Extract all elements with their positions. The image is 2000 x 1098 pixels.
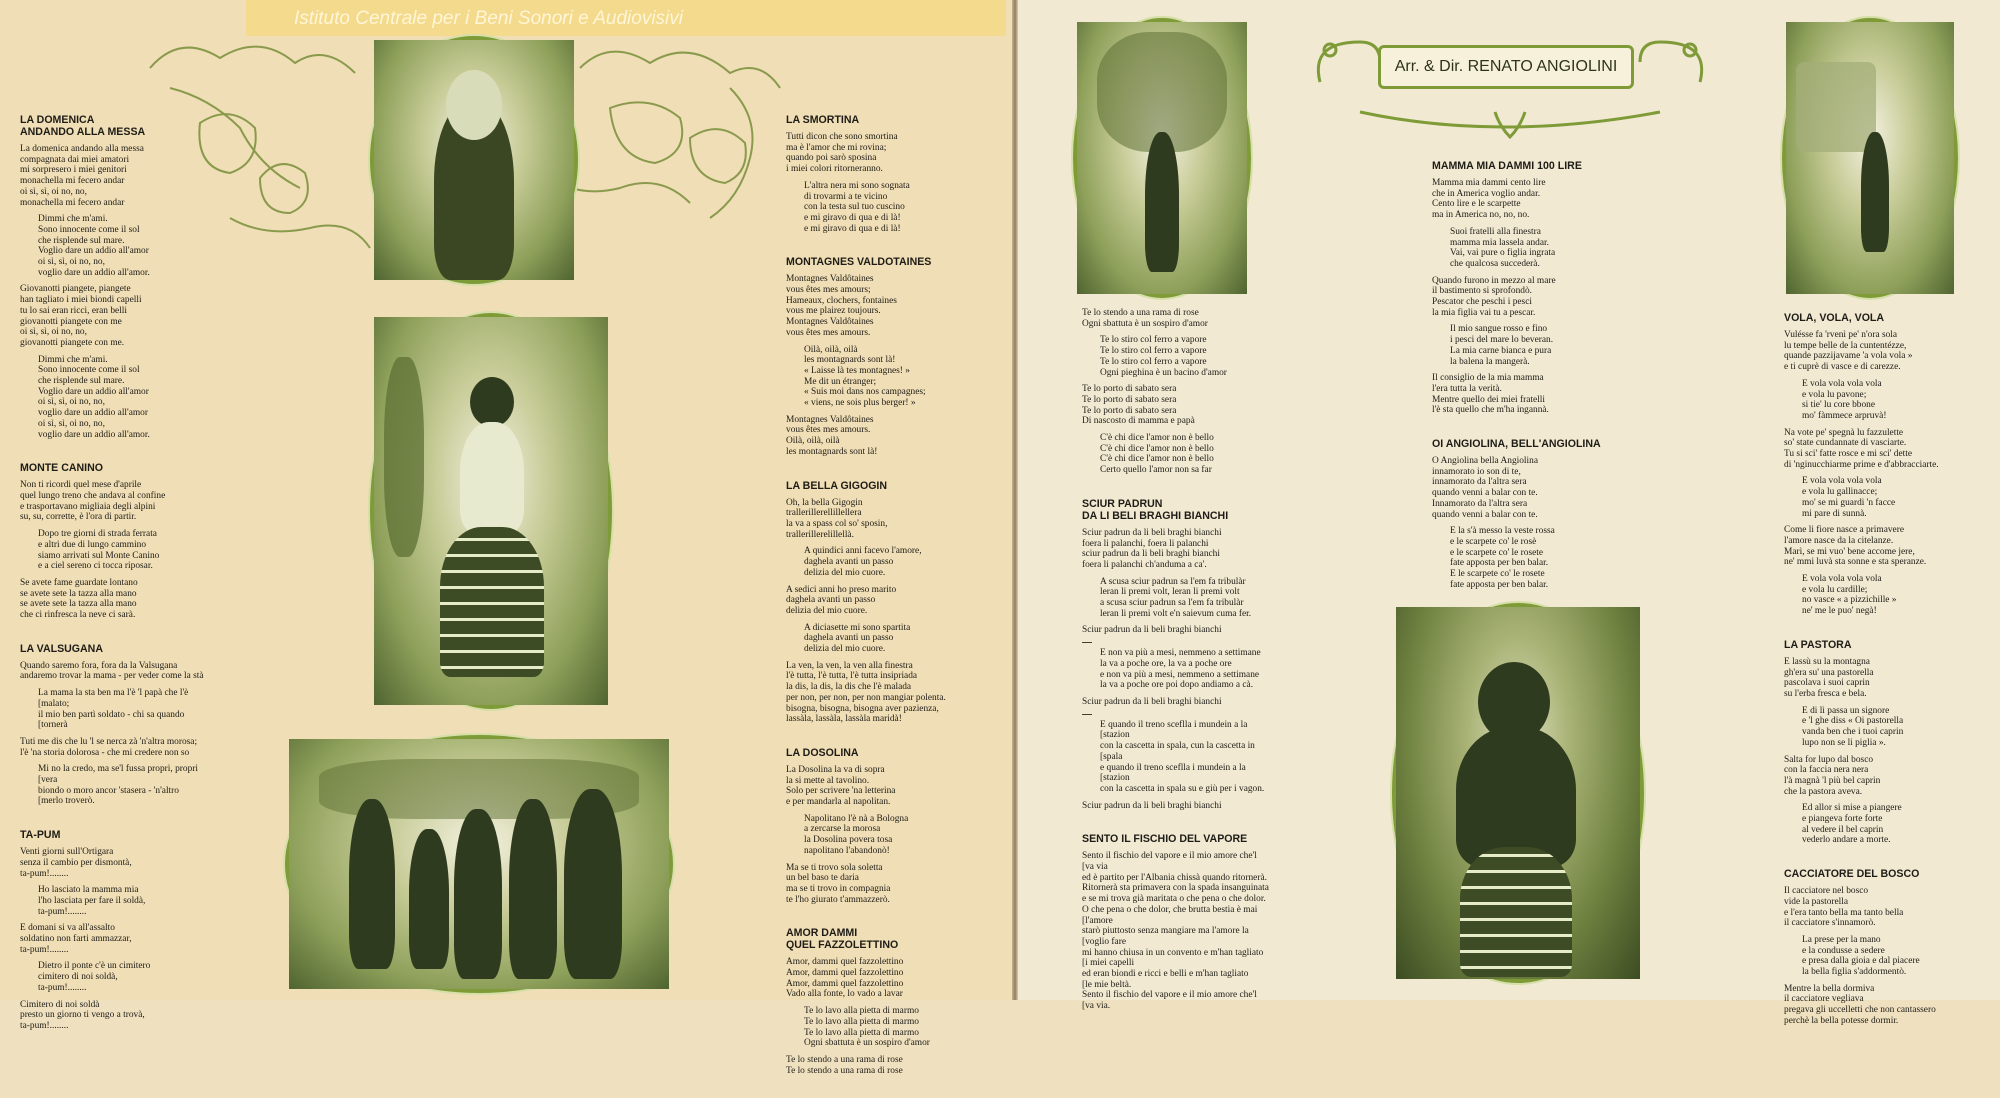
song-title: SCIUR PADRUN DA LI BELI BRAGHI BIANCHI <box>1082 497 1229 522</box>
verse: La domenica andando alla messa compagnata dai miei amatori mi sorpresero i miei genitori monachella mi fecero andar oi sì, sì, oi no, no, monachella mi fecero andar <box>20 144 144 208</box>
oval-photo-group-of-people <box>285 735 673 993</box>
song-ta-pum <box>20 829 320 1032</box>
verse: A diciasette mi sono spartita daghela avanti un passo delizia del mio cuore. <box>804 622 911 655</box>
song-oi-angiolina <box>1432 438 1662 590</box>
verse: Ho lasciato la mamma mia l'ho lasciata per fare il soldà, ta-pum!........ <box>38 885 146 917</box>
verse: E lassù su la montagna gh'era su' una pastorella pascolava i suoi caprin su l'erba fresca e bela. <box>1784 656 1874 699</box>
verse: Suoi fratelli alla finestra mamma mia lassela andar. Vai, vai pure o figlia ingrata che qualcosa succederà. <box>1450 226 1556 269</box>
right-text-column-3 <box>1784 312 1994 1049</box>
verse: Sciur padrun da li beli braghi bianchi foera li palanchi, foera li palanchi sciur padrun da li beli braghi bianchi foera li palanchi ch'anduma a ca'. <box>1082 527 1222 570</box>
verse: C'è chi dice l'amor non è bello C'è chi dice l'amor non è bello C'è chi dice l'amor non è bello Certo quello l'amor non sa far <box>1100 433 1214 476</box>
verse: Non ti ricordi quel mese d'aprile quel lungo treno che andava al confine e trasportavano migliaia degli alpini su, su, corrette, è l'ora di partir. <box>20 480 166 523</box>
verse: A quindici anni facevo l'amore, daghela avanti un passo delizia del mio cuore. <box>804 546 922 578</box>
song-la-valsugana <box>20 643 320 807</box>
song-montagnes-valdotaines <box>786 256 1006 457</box>
right-text-column-1 <box>1082 308 1362 1034</box>
verse: Mi no la credo, ma se'l fussa propri, propri [vera biondo o moro ancor 'stasera - 'n'altro [merlo troverò. <box>38 764 198 807</box>
verse: E vola vola vola vola e vola lu cardille; no vasce « a pizzichille » ne' me le puo' negà! <box>1802 574 1897 617</box>
song-title: SENTO IL FISCHIO DEL VAPORE <box>1082 833 1248 846</box>
song-title: MONTAGNES VALDOTAINES <box>786 256 932 269</box>
verse: Venti giorni sull'Ortigara senza il cambio per dismontà, ta-pum!........ <box>20 847 132 879</box>
verse: Ed allor si mise a piangere e piangeva forte forte al vedere il bel caprin vederlo andare a morte. <box>1802 803 1902 846</box>
song-sento-il-fischio <box>1082 833 1362 1012</box>
verse: E vola vola vola vola e vola lu pavone; si tie' lu core bbone mo' fàmmece arpruvà! <box>1802 378 1887 421</box>
verse: La mama la sta ben ma l'è 'l papà che l'è [malato; il mio ben partì soldato - chi sa quando [tornerà <box>38 688 189 731</box>
verse: Mentre la bella dormiva il cacciatore vegliava pregava gli uccelletti che non cantassero perchè la bella potesse dormir. <box>1784 983 1936 1026</box>
verse: Tuti me dis che lu 'l se nerca zà 'n'altra morosa; l'è 'na storia dolorosa - che mi credere non so <box>20 736 198 758</box>
verse: E non va più a mesi, nemmeno a settimane la va a poche ore, la va a poche ore e non va più a mesi, nemmeno a settimane la va a poche ore poi dopo andiamo a cà. <box>1100 648 1261 691</box>
verse: La ven, la ven, la ven alla finestra l'è tutta, l'è tutta, l'è tutta insipriada la dis, la dis, la dis che l'è malada per non, per non, per non mangiar polenta. bisogna, bisogna, bisogna aver pazienza, lassàla, lassàla, lassàla maridà! <box>786 660 946 725</box>
verse: La Dosolina la va di sopra la si mette al tavolino. Solo per scrivere 'na letterina e per mandarla al napolitan. <box>786 764 896 808</box>
song-title: LA BELLA GIGOGIN <box>786 479 888 492</box>
verse: Giovanotti piangete, piangete han tagliato i miei biondi capelli tu lo sai eran ricci, eran belli giovanotti piangete con me oi sì, sì, oi no, no, giovanotti piangete con me. <box>20 284 142 348</box>
verse: Napolitano l'è nà a Bologna a zercarse la morosa la Dosolina povera tosa napolitano l'abandonò! <box>804 813 909 856</box>
verse: Vulésse fa 'rvenì pe' n'ora sola lu tempe belle de la cuntentézze, quande pazzijavame 'a vola vola » e ti cuprè di vasce e di carezze. <box>1784 330 1913 373</box>
song-la-smortina <box>786 114 1006 234</box>
verse: Il cacciatore nel bosco vide la pastorella e l'era tanto bella ma tanto bella il cacciatore s'innamorò. <box>1784 886 1904 929</box>
song-title: LA PASTORA <box>1784 638 1852 651</box>
refrain: Sciur padrun da li beli braghi bianchi <box>1082 696 1222 707</box>
verse: Ma se ti trovo sola soletta un bel baso te daria ma se ti trovo in compagnia te l'ho giurato t'ammazzerò. <box>786 862 891 905</box>
oval-photo-dancing-woman <box>370 313 612 709</box>
song-title: MAMMA MIA DAMMI 100 LIRE <box>1432 160 1582 172</box>
song-title: LA DOSOLINA <box>786 746 859 759</box>
verse: O Angiolina bella Angiolina innamorato io son di te, innamorato da l'altra sera quando venni a balar con te. Innamorato da l'altra sera quando venni a balar con te. <box>1432 456 1538 520</box>
verse: Te lo lavo alla pietta di marmo Te lo lavo alla pietta di marmo Te lo lavo alla pietta di marmo Ogni sbattuta è un sospiro d'amor <box>804 1006 930 1049</box>
verse: Cimitero di noi soldà presto un giorno ti vengo a trovà, ta-pum!........ <box>20 999 145 1031</box>
refrain: Sciur padrun da li beli braghi bianchi <box>1082 800 1222 811</box>
verse: A scusa sciur padrun sa l'em fa tribulàr leran li premi volt, leran li premi volt a scusa sciur padrun sa l'em fa tribulàr leran li premi volt e'n saievum cuma fer. <box>1100 576 1252 619</box>
divider <box>1082 714 1092 715</box>
song-mamma-mia <box>1432 160 1662 416</box>
verse: A sedici anni ho preso marito daghela avanti un passo delizia del mio cuore. <box>786 584 897 616</box>
song-la-domenica <box>20 114 320 440</box>
verse: Sento il fischio del vapore e il mio amore che'l [va via ed è partito per l'Albania chissà quando ritornerà. Ritornerà sta primavera con la spada insanguinata e se mi trova già maritata o che pena o che dolor. O che pena o che dolor, che brutta bestia è mai [l'amore starò piuttosto senza mangiare ma l'amore la [voglio fare mi hanno chiusa in un convento e m'han tagliato [i miei capelli ed eran biondi e ricci e belli e m'han tagliato [le mie beltà. Sento il fischio del vapore e il mio amore che'l [va via. <box>1082 851 1269 1012</box>
song-la-bella-gigogin <box>786 480 1006 725</box>
oval-photo-woman-in-forest <box>1073 18 1251 298</box>
verse: E la s'à messo la veste rossa e le scarpete co' le rosè e le scarpete co' le rosete fate apposta per ben balar. E le scarpete co' le rosete fate apposta per ben balar. <box>1450 526 1555 590</box>
song-cacciatore-del-bosco <box>1784 868 1994 1026</box>
verse: Quando saremo fora, fora da la Valsugana andaremo trovar la mama - per veder come la stà <box>20 660 204 682</box>
verse: Te lo stendo a una rama di rose Te lo stendo a una rama di rose <box>786 1055 903 1076</box>
verse: Dietro il ponte c'è un cimitero cimitero di noi soldà, ta-pum!........ <box>38 961 151 993</box>
song-la-dosolina <box>786 747 1006 905</box>
song-title: AMOR DAMMI QUEL FAZZOLETTINO <box>786 927 899 952</box>
song-title: LA VALSUGANA <box>20 642 103 655</box>
song-title: MONTE CANINO <box>20 462 103 475</box>
song-title: LA DOMENICA ANDANDO ALLA MESSA <box>20 114 146 138</box>
song-monte-canino <box>20 462 320 620</box>
verse: Na vote pe' spegnà lu fazzulette so' state cundannate di vasciarte. Tu si sci' fatte rosce e mi sci' dette di 'nginucchiarme prime e d'abbracciarte. <box>1784 427 1939 470</box>
oval-photo-woman-fur-coat <box>1392 603 1644 983</box>
song-title: VOLA, VOLA, VOLA <box>1784 312 1885 324</box>
verse: Amor, dammi quel fazzolettino Amor, dammi quel fazzolettino Amor, dammi quel fazzolettino Vado alla fonte, lo vado a lavar <box>786 957 904 1000</box>
verse: E vola vola vola vola e vola lu gallinacce; mo' se mi guardi 'n facce mi pare di sunnà. <box>1802 476 1896 519</box>
verse: Dimmi che m'ami. Sono innocente come il sol che risplende sul mare. Voglio dare un addio all'amor oi sì, sì, oi no, no, voglio dare un addio all'amor oi sì, sì, oi no, no, voglio dare un addio all'amor. <box>38 354 150 440</box>
verse: Dimmi che m'ami. Sono innocente come il sol che risplende sul mare. Voglio dare un addio all'amor oi sì, sì, oi no, no, voglio dare un addio all'amor. <box>38 214 150 278</box>
oval-portrait-woman-fur <box>370 36 578 284</box>
right-text-column-2 <box>1432 160 1662 613</box>
verse: Montagnes Valdôtaines vous êtes mes amours; Hameaux, clochers, fontaines vous me plairez toujours. Montagnes Valdôtaines vous êtes mes amours. <box>786 274 897 338</box>
arranger-banner-text: Arr. & Dir. RENATO ANGIOLINI <box>1394 58 1618 75</box>
verse: Oh, la bella Gigogin trallerillerellillellera la va a spass col so' sposin, trallerillerelillellà. <box>786 497 888 540</box>
verse: Tutti dicon che sono smortina ma è l'amor che mi rovina; quando poi sarò sposina i miei colori ritorneranno. <box>786 132 898 175</box>
verse: E quando il treno sceflla i mundein a la [stazion con la cascetta in spala, cun la cascetta in [spala e quando il treno sceflla i mundein a la [stazion con la cascetta in spala su e giù per i vagon. <box>1100 719 1265 794</box>
verse: E domani si va all'assalto soldatino non farti ammazzar, ta-pum!........ <box>20 923 132 955</box>
verse: Salta for lupo dal bosco con la faccia nera nera l'à magnà 'l più bel caprin che la pastora aveva. <box>1784 754 1881 797</box>
left-text-column-1 <box>20 114 320 1054</box>
left-text-column-2 <box>786 114 1006 1098</box>
song-title: OI ANGIOLINA, BELL'ANGIOLINA <box>1432 438 1601 451</box>
song-amor-dammi <box>786 927 1006 1076</box>
verse: Come li fiore nasce a primavere l'amore nasce da la citelanze. Marì, se mi vuo' bene accome jere, ne' mmi luvà sta sonne e sta speranze. <box>1784 525 1927 568</box>
song-sciur-padrun <box>1082 498 1362 811</box>
verse: Mamma mia dammi cento lire che in America voglio andar. Cento lire e le scarpette ma in America no, no, no. <box>1432 178 1546 221</box>
verse: Il mio sangue rosso e fino i pesci del mare lo beveran. La mia carne bianca e pura la balena la mangerà. <box>1450 324 1554 367</box>
refrain: Sciur padrun da li beli braghi bianchi <box>1082 625 1222 636</box>
verse: Montagnes Valdôtaines vous êtes mes amours. Oilà, oilà, oilà les montagnards sont là! <box>786 414 878 457</box>
oval-photo-woman-village <box>1782 18 1958 298</box>
verse: E di lì passa un signore e 'l ghe diss « Oi pastorella vanda ben che i tuoi caprin lupo non se li piglia ». <box>1802 705 1904 748</box>
verse: Te lo stendo a una rama di rose Ogni sbattuta è un sospiro d'amor <box>1082 308 1208 329</box>
verse: Il consiglio de la mia mamma l'era tutta la verità. Mentre quello dei miei fratelli l'è sta quello che m'ha ingannà. <box>1432 373 1549 416</box>
arranger-banner <box>1378 45 1634 89</box>
verse: Dopo tre giorni di strada ferrata e altri due di lungo cammino siamo arrivati sul Monte Canino e a ciel sereno ci tocca riposar. <box>38 529 160 572</box>
song-vola-vola-vola <box>1784 312 1994 617</box>
song-la-pastora <box>1784 639 1994 846</box>
song-title: LA SMORTINA <box>786 114 860 126</box>
verse: La prese per la mano e la condusse a sedere e presa dalla gioia e dal piacere la bella figlia s'addormentò. <box>1802 934 1920 978</box>
verse: Quando furono in mezzo al mare il bastimento si sprofondò. Pescator che peschi i pesci la mia figlia vai tu a pescar. <box>1432 275 1556 318</box>
verse: Te lo stiro col ferro a vapore Te lo stiro col ferro a vapore Te lo stiro col ferro a vapore Ogni pieghina è un bacino d'amor <box>1100 335 1227 378</box>
song-title: TA-PUM <box>20 829 61 842</box>
verse: Oilà, oilà, oilà les montagnards sont là! « Laisse là tes montagnes! » Me dit un étranger; « Suis moi dans nos campagnes; « viens, ne sois plus berger! » <box>804 344 926 409</box>
divider <box>1082 642 1092 643</box>
verse: Te lo porto di sabato sera Te lo porto di sabato sera Te lo porto di sabato sera Di nascosto di mamma e papà <box>1082 384 1195 427</box>
song-title: CACCIATORE DEL BOSCO <box>1784 868 1920 881</box>
left-page <box>0 0 1012 1076</box>
archive-header-text: Istituto Centrale per i Beni Sonori e Audiovisivi <box>294 8 683 29</box>
verse: L'altra nera mi sono sognata di trovarmi a te vicino con la testa sul tuo cuscino e mi giravo di qua e di là! e mi giravo di qua e di là! <box>804 180 910 234</box>
song-amor-dammi-continued <box>1082 308 1362 476</box>
verse: Se avete fame guardate lontano se avete sete la tazza alla mano se avete sete la tazza alla mano che ci rinfresca la neve ci sarà. <box>20 577 138 621</box>
